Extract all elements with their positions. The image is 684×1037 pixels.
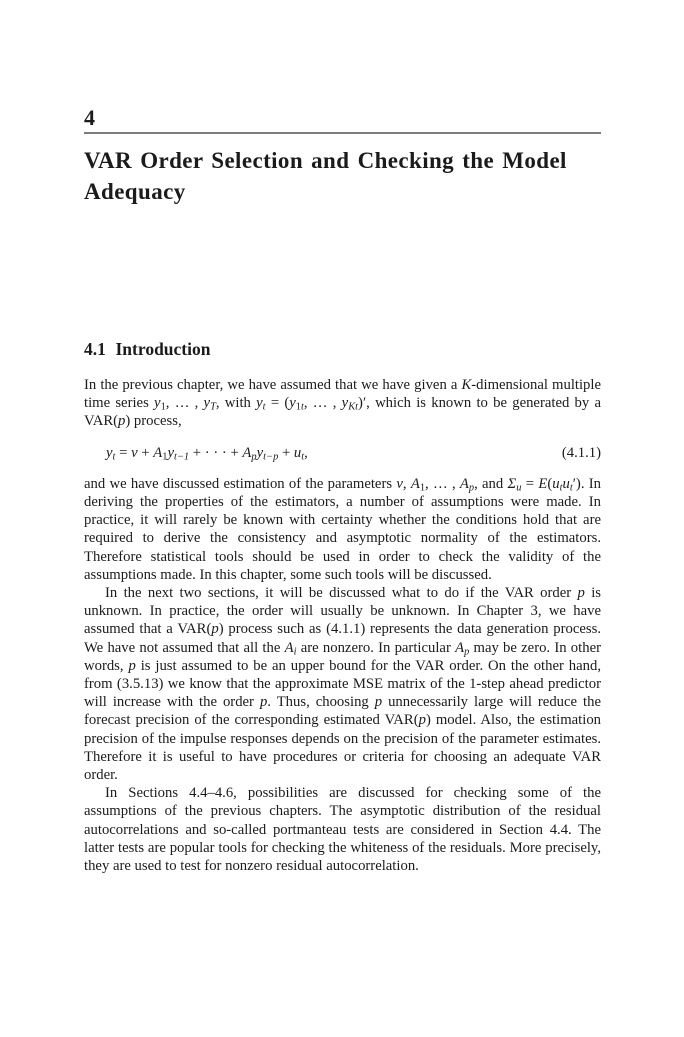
equation-tag: (4.1.1) bbox=[561, 444, 601, 461]
equation-4-1-1 bbox=[84, 444, 601, 462]
paragraph-estimation-assumptions: and we have discussed estimation of the parameters ν, A1, … , Ap, and Σu = E(utut′). In deriving the properties of the estimators, a number of assumptions were made. In practice, it will rarely be known with certainty whether the conditions hold that are required to derive the consistency and asymptotic normality of the estimators. Therefore statistical tools should be used in order to check the validity of the assumptions made. In this chapter, some such tools will be discussed. bbox=[84, 475, 602, 583]
equation-body: yt = ν + A1yt−1 + · · · + Apyt−p + ut, bbox=[106, 444, 308, 463]
section-heading bbox=[84, 339, 210, 360]
paragraph-sections-overview: In Sections 4.4–4.6, possibilities are discussed for checking some of the assumptions of the previous chapters. The asymptotic distribution of the residual autocorrelations and so-called portmanteau tests are considered in Section 4.4. The latter tests are popular tools for checking the whiteness of the residuals. More precisely, they are used to test for nonzero residual autocorrelation. bbox=[84, 785, 601, 875]
body-text bbox=[84, 376, 601, 875]
chapter-number: 4 bbox=[84, 105, 95, 130]
section-number: 4.1 bbox=[84, 339, 106, 359]
paragraph-intro-setup: In the previous chapter, we have assumed that we have given a K-dimensional multiple time series y1, … , yT, with yt = (y1t, … , yKt)′, which is known to be generated by a VAR(p) process, bbox=[84, 377, 602, 430]
section-title: Introduction bbox=[115, 339, 211, 359]
chapter-rule bbox=[84, 132, 601, 134]
paragraph-order-unknown: In the next two sections, it will be discussed what to do if the VAR order p is unknown. In practice, the order will usually be unknown. In Chapter 3, we have assumed that a VAR(p) process such as (4.1.1) represents the data generation process. We have not assumed that all the Ai are nonzero. In particular Ap may be zero. In other words, p is just assumed to be an upper bound for the VAR order. On the other hand, from (3.5.13) we know that the approximate MSE matrix of the 1-step ahead predictor will increase with the order p. Thus, choosing p unnecessarily large will reduce the forecast precision of the corresponding estimated VAR(p) model. Also, the estimation precision of the impulse responses depends on the precision of the parameter estimates. Therefore it is useful to have procedures or criteria for choosing an adequate VAR order. bbox=[84, 585, 602, 784]
chapter-title: VAR Order Selection and Checking the Model Adequacy bbox=[84, 148, 567, 204]
